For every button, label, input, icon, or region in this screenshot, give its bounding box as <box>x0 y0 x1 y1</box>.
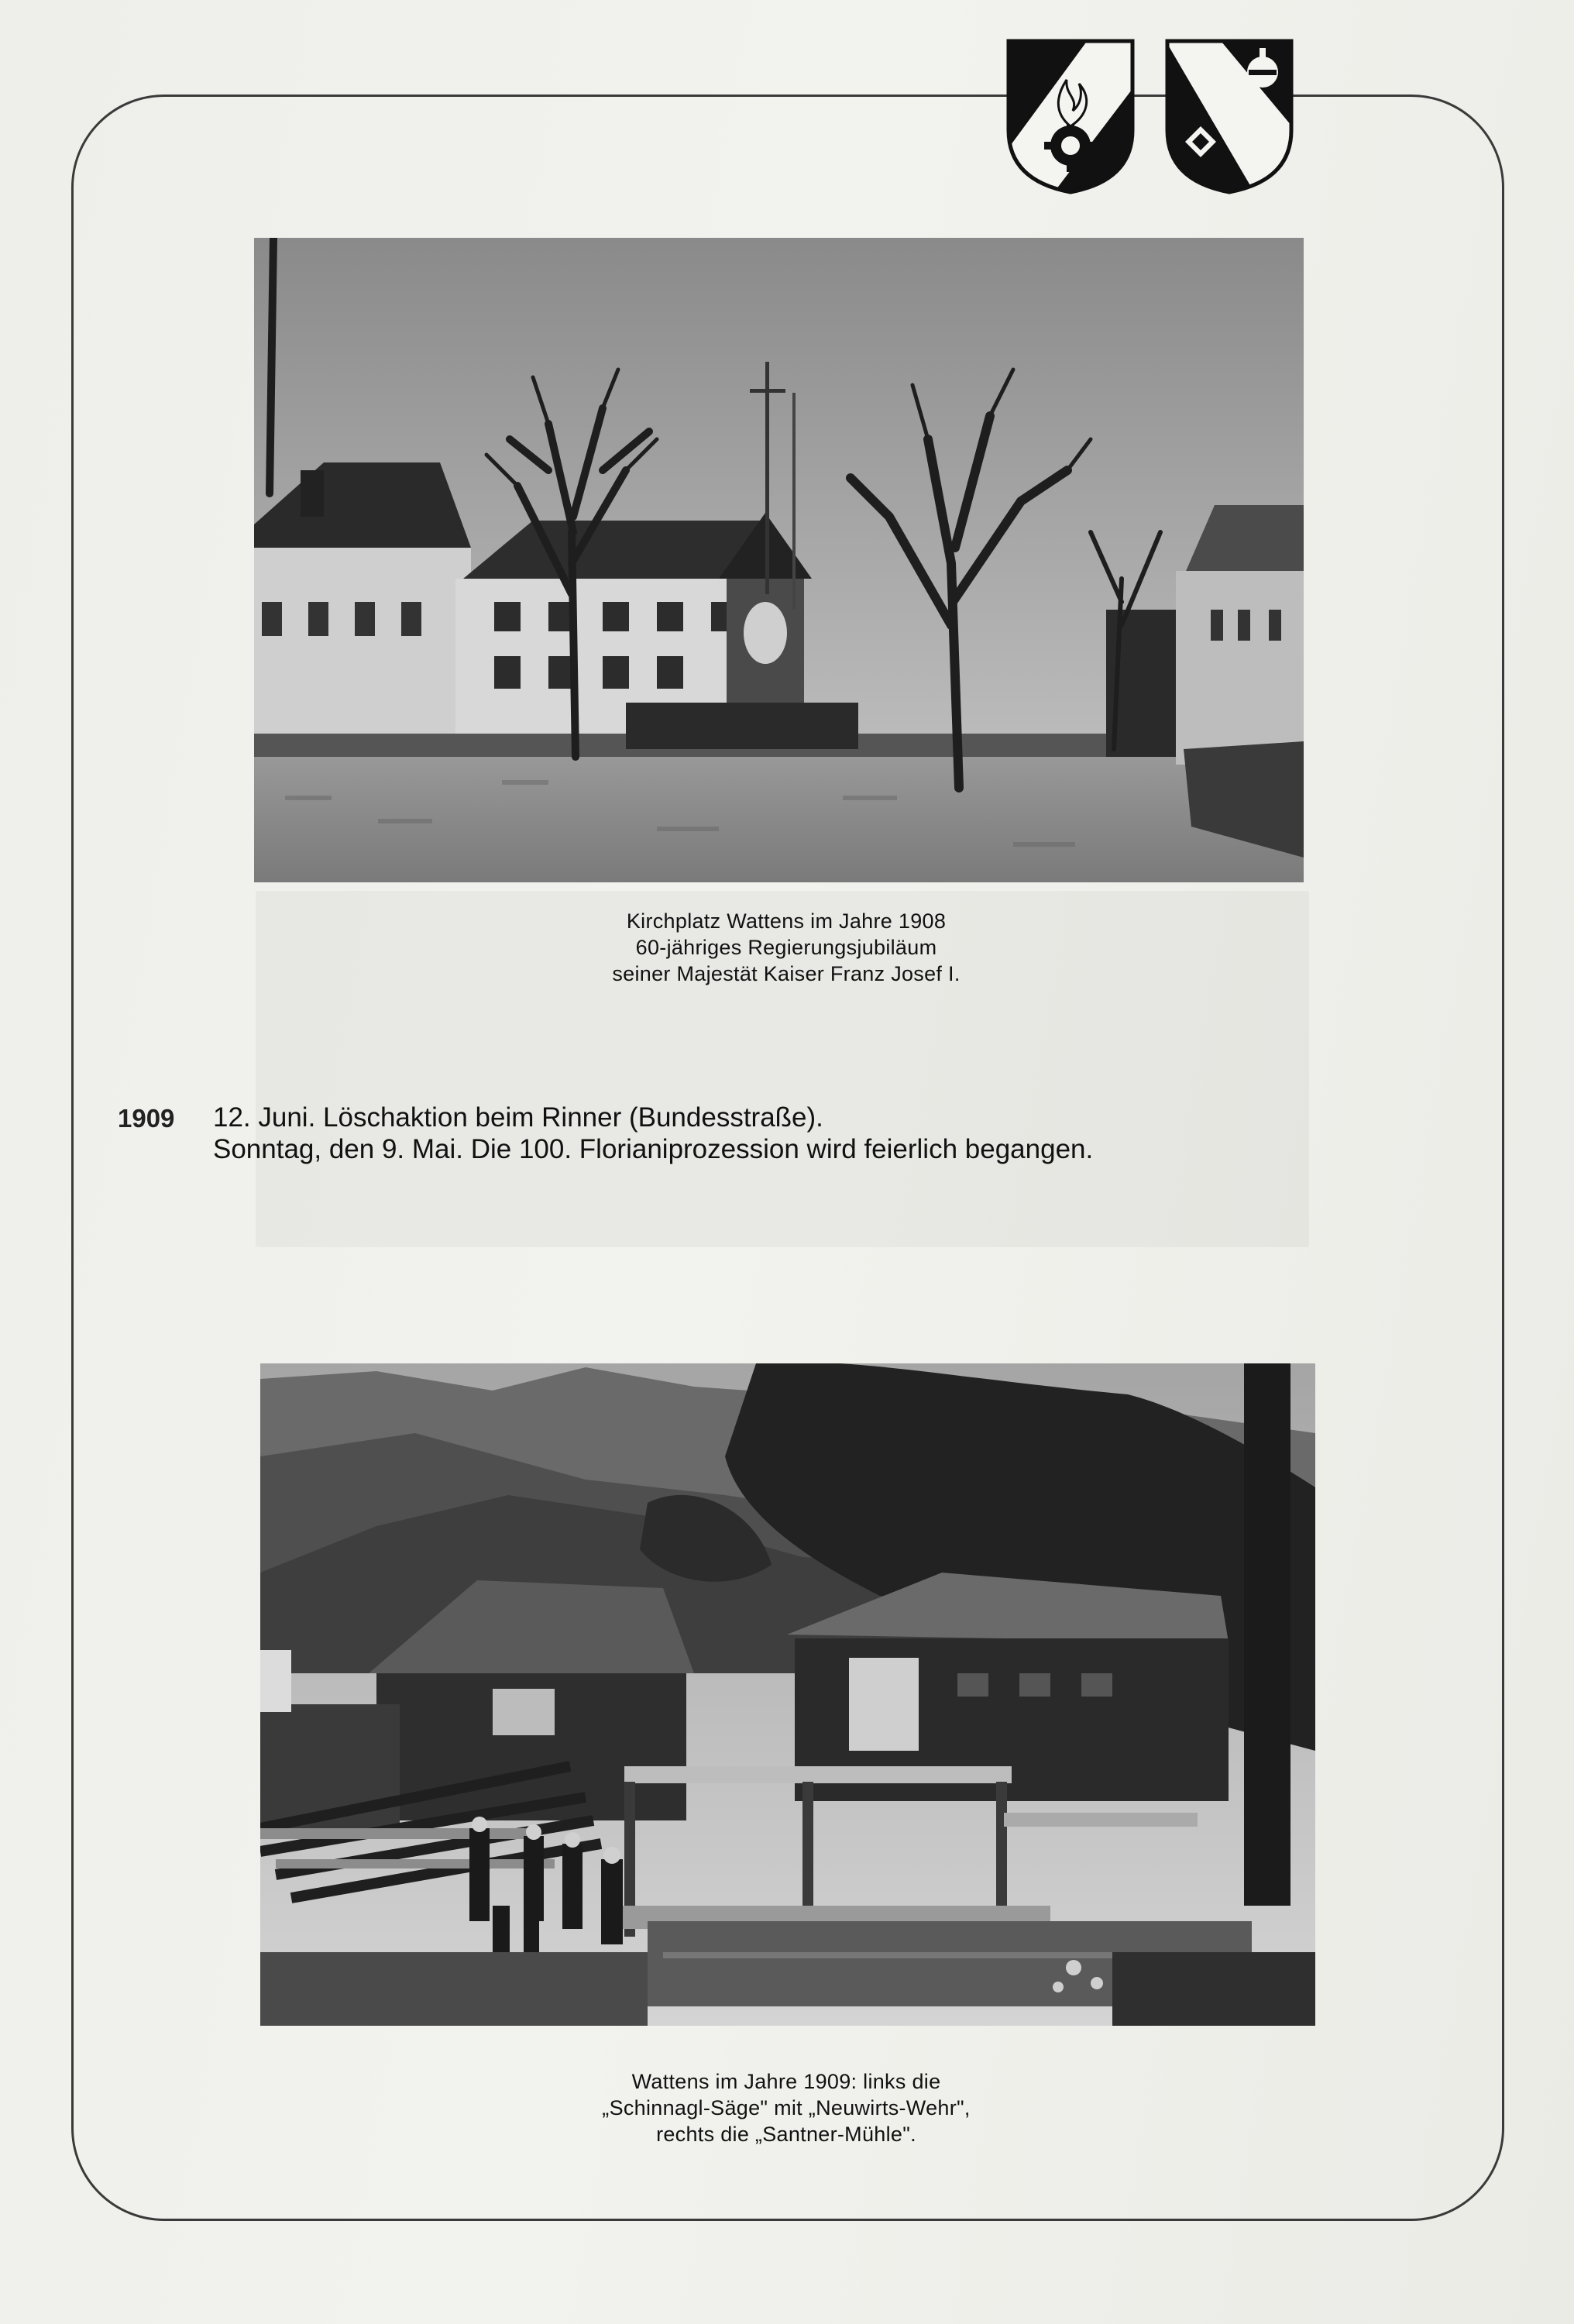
photo-1-caption <box>480 908 1092 987</box>
chronicle-year: 1909 <box>118 1104 175 1133</box>
caption-line: Wattens im Jahre 1909: links die <box>631 2070 941 2093</box>
chronicle-line: Sonntag, den 9. Mai. Die 100. Florianiprozession wird feierlich begangen. <box>213 1134 1094 1164</box>
municipal-crest-icon <box>1163 37 1295 196</box>
caption-line: 60-jähriges Regierungsjubiläum <box>635 936 937 959</box>
chronicle-line: 12. Juni. Löschaktion beim Rinner (Bundesstraße). <box>213 1102 823 1133</box>
sawmill-photo <box>260 1363 1315 2026</box>
caption-line: rechts die „Santner-Mühle". <box>656 2123 916 2146</box>
caption-line: seiner Majestät Kaiser Franz Josef I. <box>612 962 961 985</box>
caption-line: Kirchplatz Wattens im Jahre 1908 <box>626 909 947 933</box>
kirchplatz-photo <box>254 238 1304 882</box>
photo-2-caption <box>480 2068 1092 2147</box>
fire-brigade-crest-icon <box>1005 37 1136 196</box>
caption-line: „Schinnagl-Säge" mit „Neuwirts-Wehr", <box>602 2096 971 2119</box>
chronicle-entry <box>213 1102 1093 1165</box>
